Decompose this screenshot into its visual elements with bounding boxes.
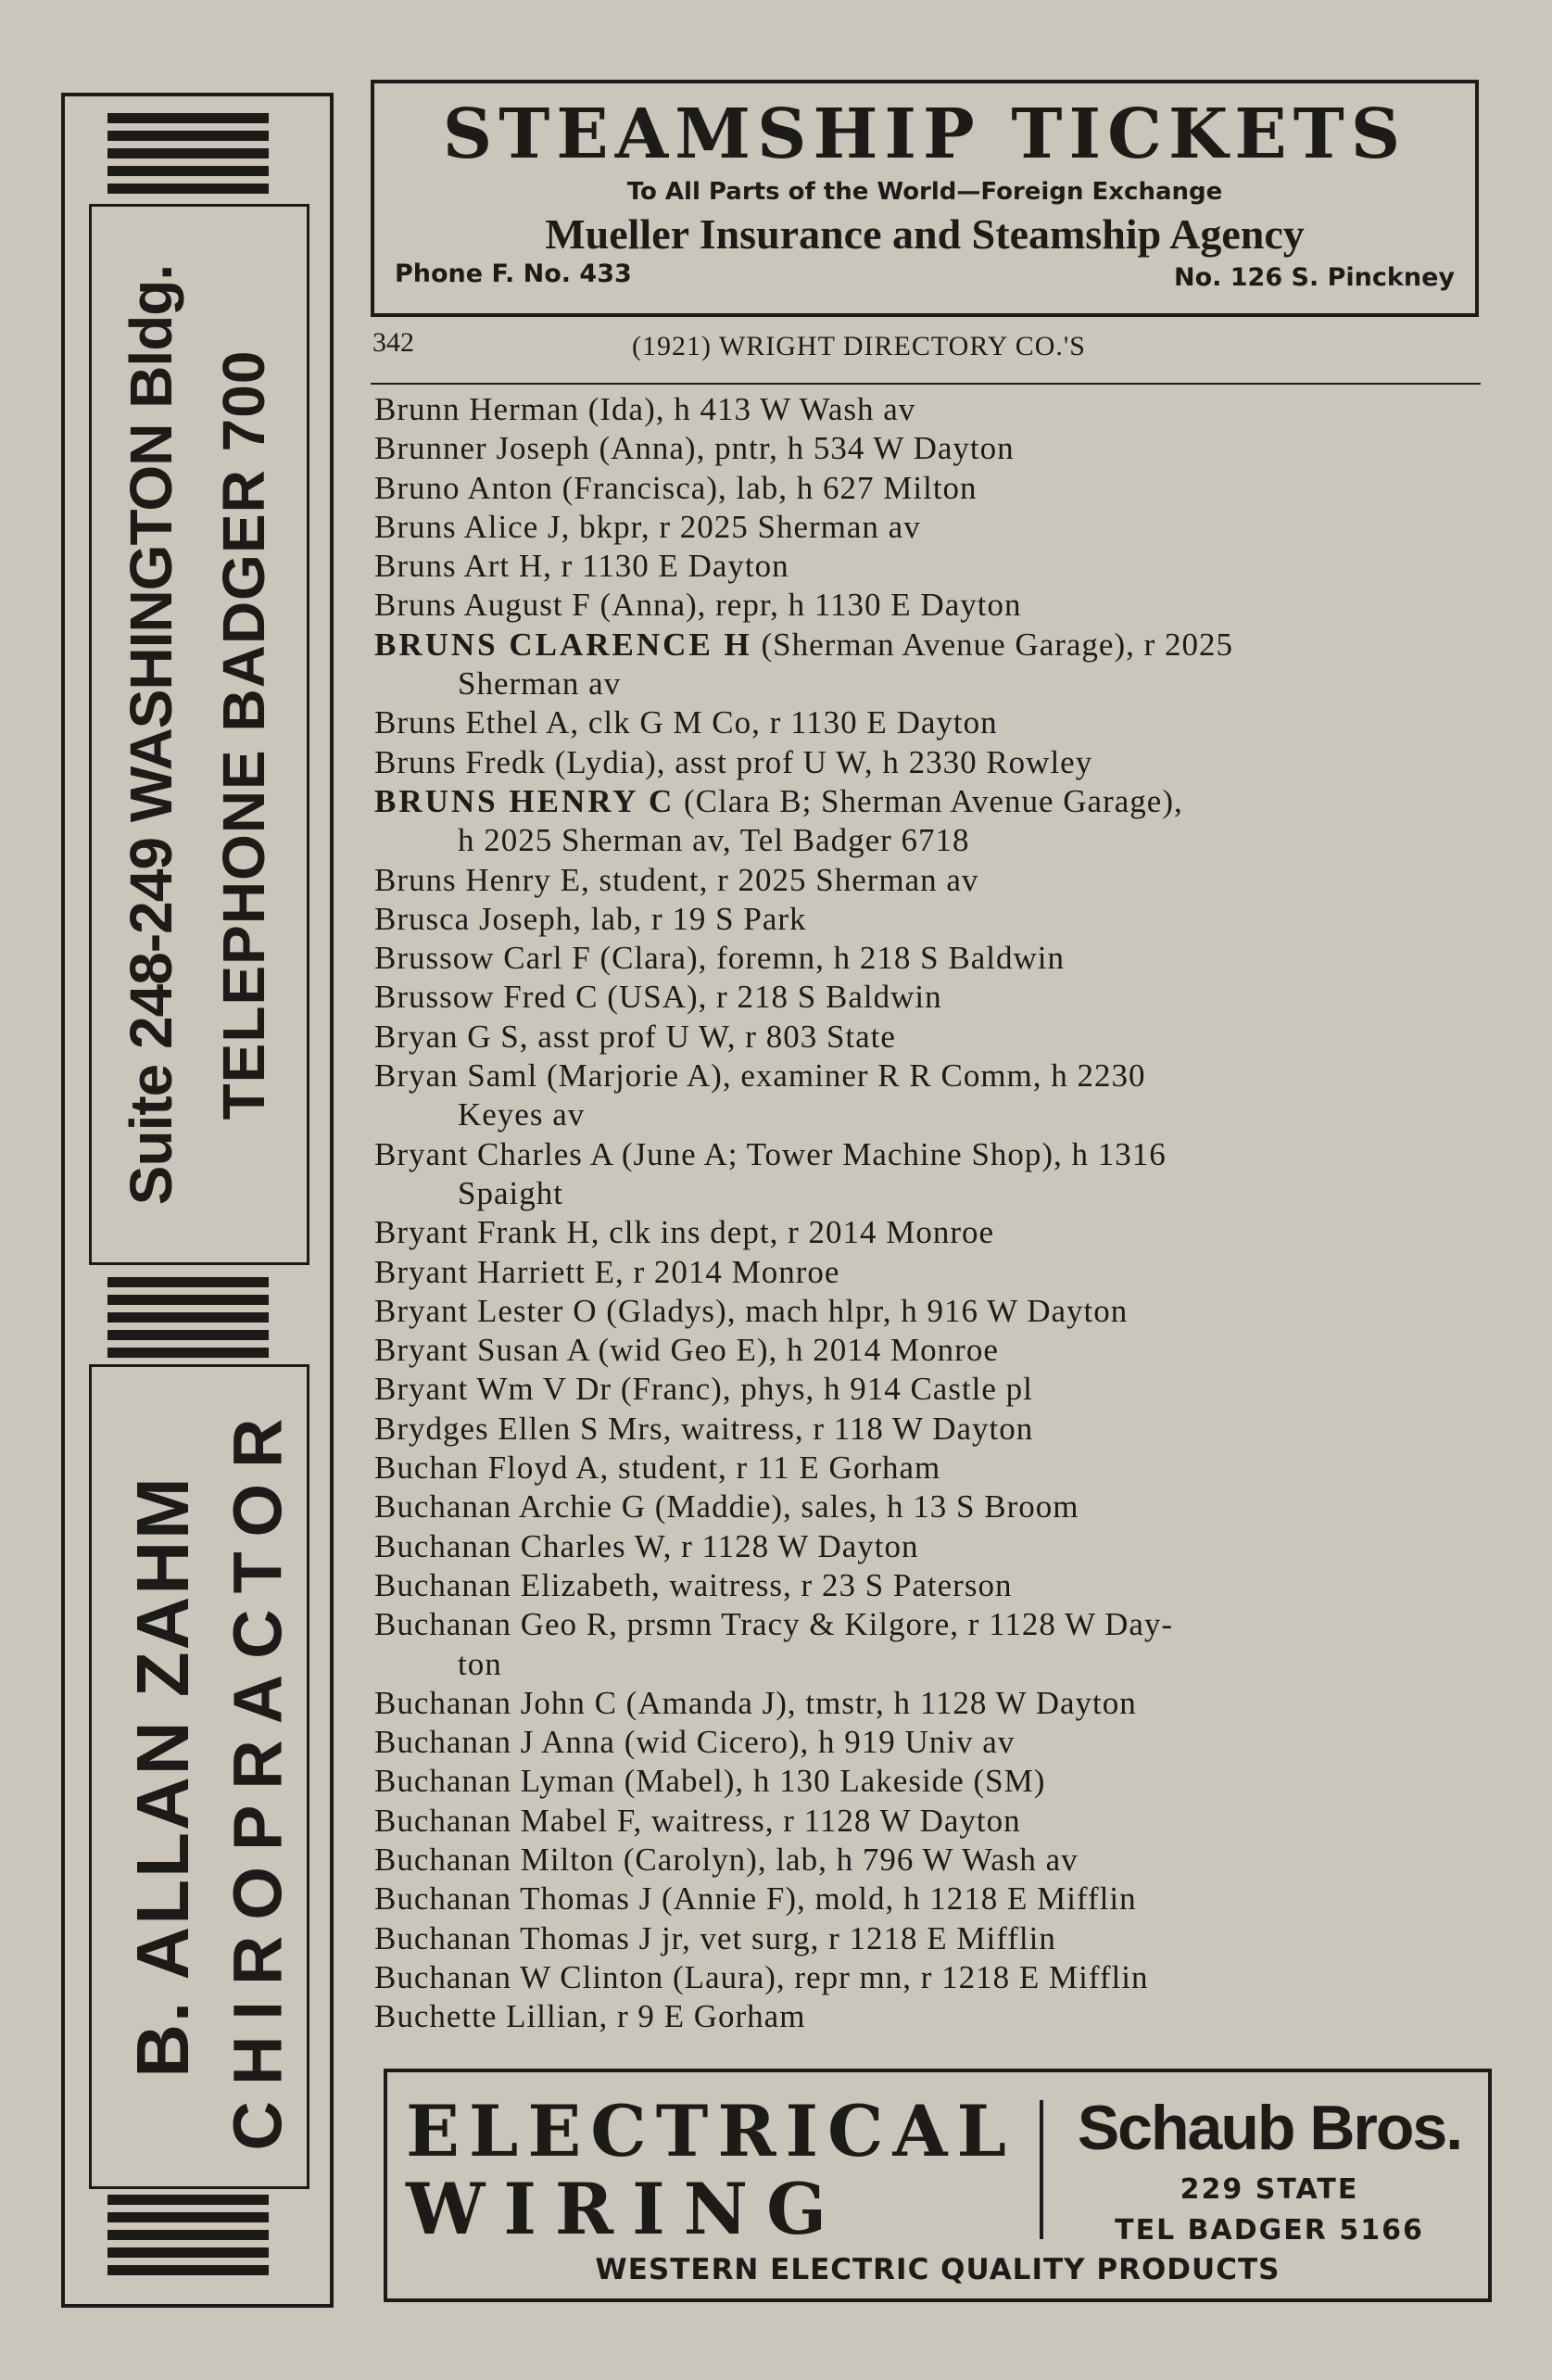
list-item [374, 1213, 1486, 1252]
list-item [374, 1488, 1486, 1526]
entry-name: Bryant Wm V Dr [374, 1371, 612, 1408]
entry-name: Buchanan Mabel F [374, 1802, 634, 1839]
list-item [374, 508, 1486, 547]
entry-details: , student, r 2025 Sherman av [580, 861, 979, 898]
side-ad-bars-middle [107, 1277, 269, 1365]
entry-name: Bruns Art H [374, 548, 544, 585]
entry-continuation: ton [458, 1645, 502, 1682]
list-item [374, 1449, 1486, 1488]
entry-details: , student, r 11 E Gorham [599, 1450, 941, 1487]
entry-name: Buchanan Charles W [374, 1527, 663, 1564]
entry-details: (Clara), foremn, h 218 S Baldwin [590, 940, 1065, 977]
steamship-ad-address: No. 126 S. Pinckney [1173, 263, 1455, 292]
entry-details: , prsmn Tracy & Kilgore, r 1128 W Day- [609, 1606, 1174, 1643]
entry-details: , vet surg, r 1218 E Mifflin [681, 1919, 1056, 1956]
entry-details: (wid Cicero), h 919 Univ av [614, 1724, 1016, 1761]
electrical-ad-tel: TEL BADGER 5166 [1115, 2214, 1424, 2247]
list-item [374, 1762, 1486, 1801]
list-item [374, 547, 1486, 586]
list-item [374, 1605, 1486, 1684]
entry-name: Brussow Fred C [374, 979, 599, 1016]
list-item [374, 1370, 1486, 1409]
entry-name: Bryant Susan A [374, 1332, 589, 1369]
entry-details: (Maddie), sales, h 13 S Broom [646, 1488, 1079, 1525]
list-item [374, 1958, 1486, 1997]
entry-details: (Lydia), asst prof U W, h 2330 Rowley [546, 743, 1093, 780]
entry-name: Bryant Lester O [374, 1292, 598, 1329]
list-item [374, 1880, 1486, 1918]
list-item [374, 1018, 1486, 1057]
side-ad-name: B. ALLAN ZAHM [121, 1475, 204, 2078]
electrical-ad-line2: WIRING [406, 2168, 845, 2250]
entry-details: , clk G M Co, r 1130 E Dayton [570, 704, 998, 741]
steamship-ad-phone: Phone F. No. 433 [395, 260, 632, 288]
entry-continuation: Sherman av [458, 665, 622, 703]
electrical-ad-divider [1040, 2100, 1043, 2239]
steamship-ad-subline: To All Parts of the World—Foreign Exchange [626, 178, 1223, 206]
list-item [374, 469, 1486, 508]
entry-details: , waitress, r 1128 W Dayton [633, 1802, 1021, 1839]
entry-details: , r 1128 W Dayton [662, 1527, 919, 1564]
list-item [374, 1802, 1486, 1841]
entry-name: Bryant Charles A [374, 1135, 613, 1172]
electrical-ad-tagline: WESTERN ELECTRIC QUALITY PRODUCTS [595, 2253, 1281, 2286]
list-item [374, 586, 1486, 625]
entry-name: Bruns Alice J [374, 508, 561, 545]
running-head: (1921) WRIGHT DIRECTORY CO.'S [632, 331, 1086, 361]
entry-name: Buchanan Lyman [374, 1763, 615, 1800]
entry-name: Bryant Frank H [374, 1214, 591, 1251]
entry-details: , waitress, r 118 W Dayton [662, 1410, 1034, 1447]
entry-name: Bruno Anton [374, 469, 553, 506]
list-item [374, 1919, 1486, 1958]
list-item [374, 978, 1486, 1017]
side-ad-suite: Suite 248-249 WASHINGTON Bldg. [118, 264, 184, 1206]
entry-name: Buchanan Thomas J [374, 1880, 653, 1918]
entry-continuation: Keyes av [458, 1096, 586, 1133]
entry-name: Bruns Henry E [374, 861, 581, 898]
entry-name: BRUNS CLARENCE H [374, 626, 752, 663]
directory-listings [374, 390, 1486, 2036]
entry-details: (Laura), repr mn, r 1218 E Mifflin [663, 1958, 1149, 1995]
entry-details: , r 9 E Gorham [599, 1998, 806, 2035]
list-item [374, 1135, 1486, 1214]
entry-name: Buchette Lillian [374, 1998, 599, 2035]
entry-name: Bruns Ethel A [374, 704, 571, 741]
entry-details: (Mabel), h 130 Lakeside (SM) [614, 1763, 1046, 1800]
entry-name: Brusca Joseph [374, 900, 574, 937]
electrical-ad-firm: Schaub Bros. [1077, 2093, 1462, 2163]
side-ad-bars-bottom [107, 2195, 269, 2283]
entry-name: Buchanan Thomas J jr [374, 1919, 682, 1956]
entry-name: Bryan Saml [374, 1057, 538, 1095]
entry-details: (Ida), h 413 W Wash av [578, 391, 916, 427]
entry-details: , lab, r 19 S Park [573, 900, 807, 937]
entry-details: (Franc), phys, h 914 Castle pl [612, 1371, 1033, 1408]
entry-details: , clk ins dept, r 2014 Monroe [590, 1214, 995, 1251]
list-item [374, 1997, 1486, 2036]
entry-name: Buchanan Elizabeth [374, 1566, 651, 1603]
entry-name: Buchanan Milton [374, 1841, 614, 1878]
list-item [374, 861, 1486, 900]
entry-name: Bryan G S [374, 1018, 520, 1055]
header-rule [371, 383, 1481, 385]
entry-details: (wid Geo E), h 2014 Monroe [588, 1332, 999, 1369]
list-item [374, 1331, 1486, 1370]
entry-name: BRUNS HENRY C [374, 782, 675, 819]
list-item [374, 900, 1486, 939]
list-item [374, 1841, 1486, 1880]
entry-name: Bruns August F [374, 587, 591, 624]
list-item [374, 1566, 1486, 1605]
steamship-ad-headline: STEAMSHIP TICKETS [442, 95, 1407, 174]
list-item [374, 1253, 1486, 1292]
entry-name: Buchanan J Anna [374, 1724, 615, 1761]
entry-name: Brunner Joseph [374, 430, 590, 467]
entry-name: Bruns Fredk [374, 743, 547, 780]
entry-name: Buchanan Archie G [374, 1488, 647, 1525]
entry-details: (Francisca), lab, h 627 Milton [552, 469, 978, 506]
entry-details: (Carolyn), lab, h 796 W Wash av [614, 1841, 1079, 1878]
list-item [374, 1723, 1486, 1762]
list-item [374, 703, 1486, 742]
side-ad-bars-top [107, 113, 269, 201]
list-item [374, 626, 1486, 704]
entry-details: (Marjorie A), examiner R R Comm, h 2230 [537, 1057, 1146, 1095]
list-item [374, 429, 1486, 468]
list-item [374, 1684, 1486, 1723]
entry-details: (Amanda J), tmstr, h 1128 W Dayton [616, 1684, 1137, 1721]
entry-details: (Anna), repr, h 1130 E Dayton [590, 587, 1022, 624]
entry-name: Bryant Harriett E [374, 1253, 615, 1290]
entry-details: , waitress, r 23 S Paterson [650, 1566, 1013, 1603]
entry-name: Buchan Floyd A [374, 1450, 600, 1487]
steamship-ad [371, 80, 1479, 317]
entry-details: (Clara B; Sherman Avenue Garage), [675, 782, 1183, 819]
entry-details: (Annie F), mold, h 1218 E Mifflin [652, 1880, 1137, 1918]
electrical-ad [384, 2069, 1492, 2302]
list-item [374, 743, 1486, 782]
entry-details: , bkpr, r 2025 Sherman av [561, 508, 921, 545]
entry-name: Buchanan John C [374, 1684, 617, 1721]
entry-name: Buchanan Geo R [374, 1606, 610, 1643]
steamship-ad-agency: Mueller Insurance and Steamship Agency [545, 210, 1305, 258]
entry-name: Brussow Carl F [374, 940, 591, 977]
list-item [374, 1410, 1486, 1449]
entry-details: (Gladys), mach hlpr, h 916 W Dayton [597, 1292, 1129, 1329]
electrical-ad-line1: ELECTRICAL [406, 2090, 1016, 2172]
entry-details: (USA), r 218 S Baldwin [598, 979, 942, 1016]
entry-details: (June A; Tower Machine Shop), h 1316 [612, 1135, 1167, 1172]
entry-name: Brydges Ellen S Mrs [374, 1410, 663, 1447]
entry-continuation: Spaight [458, 1174, 563, 1211]
entry-name: Brunn Herman [374, 391, 579, 427]
entry-details: , r 2014 Monroe [614, 1253, 840, 1290]
list-item [374, 1292, 1486, 1331]
list-item [374, 1527, 1486, 1566]
entry-details: , asst prof U W, r 803 State [519, 1018, 896, 1055]
entry-continuation: h 2025 Sherman av, Tel Badger 6718 [458, 822, 970, 859]
side-ad-profession: CHIROPRACTOR [219, 1402, 297, 2151]
list-item [374, 1057, 1486, 1135]
electrical-ad-street: 229 STATE [1180, 2173, 1359, 2206]
list-item [374, 390, 1486, 429]
entry-details: , r 1130 E Dayton [543, 548, 789, 585]
list-item [374, 939, 1486, 978]
entry-details: (Sherman Avenue Garage), r 2025 [751, 626, 1234, 663]
entry-details: (Anna), pntr, h 534 W Dayton [589, 430, 1015, 467]
entry-name: Buchanan W Clinton [374, 1958, 664, 1995]
list-item [374, 782, 1486, 861]
side-ad-telephone: TELEPHONE BADGER 700 [210, 349, 277, 1120]
page-number: 342 [372, 327, 414, 358]
